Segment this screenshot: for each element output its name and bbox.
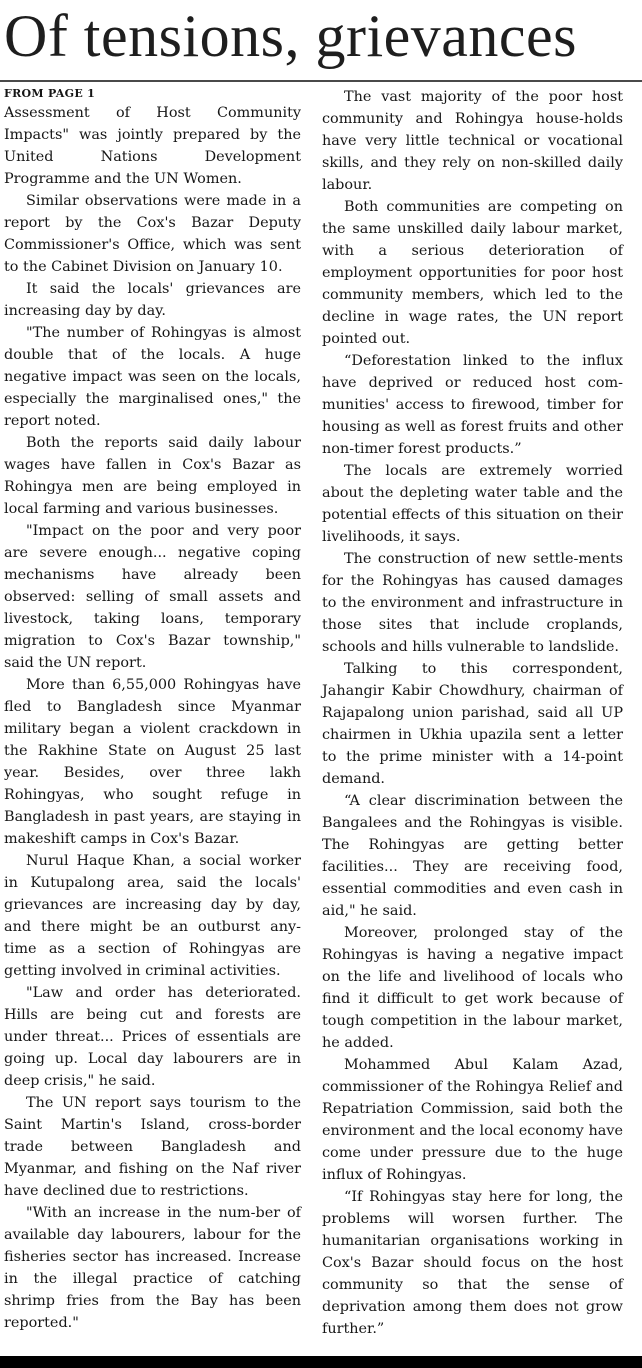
bottom-border xyxy=(0,1356,642,1368)
paragraph: Mohammed Abul Kalam Azad, commissioner of the Rohingya Relief and Repatriation Commission, said both the environment and the local economy have come under pressure due to the huge influx of Rohingyas. xyxy=(322,1057,623,1183)
left-column xyxy=(4,86,301,1334)
paragraph: The vast majority of the poor host community and Rohingya house-holds have very little technical or vocational skills, and they rely on non-skilled daily labour. xyxy=(322,89,623,193)
from-page-label: FROM PAGE 1 xyxy=(4,87,96,100)
headline: Of tensions, grievances xyxy=(4,3,578,69)
paragraph: It said the locals' grievances are increasing day by day. xyxy=(4,281,301,319)
headline-rule xyxy=(0,80,642,82)
paragraph: Both the reports said daily labour wages have fallen in Cox's Bazar as Rohingya men are being employed in local farming and various businesses. xyxy=(4,435,301,517)
paragraph: “If Rohingyas stay here for long, the problems will worsen further. The humanitarian organisations working in Cox's Bazar should focus on the host community so that the sense of deprivation among them does not grow further.” xyxy=(322,1189,623,1337)
paragraph: Similar observations were made in a report by the Cox's Bazar Deputy Commissioner's Office, which was sent to the Cabinet Division on January 10. xyxy=(4,193,301,275)
paragraph: "Impact on the poor and very poor are severe enough... negative coping mechanisms have already been observed: selling of small assets and livestock, taking loans, temporary migration to Cox's Bazar township," said the UN report. xyxy=(4,523,301,671)
paragraph: "With an increase in the num-ber of available day labourers, labour for the fisheries sector has increased. Increase in the illegal practice of catching shrimp fries from the Bay has been reported." xyxy=(4,1205,301,1331)
paragraph: "The number of Rohingyas is almost double that of the locals. A huge negative impact was seen on the locals, especially the marginalised ones," the report noted. xyxy=(4,325,301,429)
paragraph: "Law and order has deteriorated. Hills are being cut and forests are under threat... Prices of essentials are going up. Local day labourers are in deep crisis," he said. xyxy=(4,985,301,1089)
paragraph: The locals are extremely worried about the depleting water table and the potential effects of this situation on their livelihoods, it says. xyxy=(322,463,623,545)
paragraph: “A clear discrimination between the Bangalees and the Rohingyas is visible. The Rohingyas are getting better facilities... They are receiving food, essential commodities and even cash in aid," he said. xyxy=(322,793,623,919)
paragraph: More than 6,55,000 Rohingyas have fled to Bangladesh since Myanmar military began a violent crackdown in the Rakhine State on August 25 last year. Besides, over three lakh Rohingyas, who sought refuge in Bangladesh in past years, are staying in makeshift camps in Cox's Bazar. xyxy=(4,677,301,847)
paragraph: The construction of new settle-ments for the Rohingyas has caused damages to the environment and infrastructure in those sites that include croplands, schools and hills vulnerable to landslide. xyxy=(322,551,623,655)
paragraph: The UN report says tourism to the Saint Martin's Island, cross-border trade between Bangladesh and Myanmar, and fishing on the Naf river have declined due to restrictions. xyxy=(4,1095,301,1199)
paragraph: Both communities are competing on the same unskilled daily labour market, with a serious deterioration of employment opportunities for poor host community members, which led to the decline in wage rates, the UN report pointed out. xyxy=(322,199,623,347)
paragraph: Assessment of Host Community Impacts" was jointly prepared by the United Nations Development Programme and the UN Women. xyxy=(4,105,301,187)
right-column xyxy=(322,86,623,1340)
paragraph: Moreover, prolonged stay of the Rohingyas is having a negative impact on the life and livelihood of locals who find it difficult to get work because of tough competition in the labour market, he added. xyxy=(322,925,623,1051)
paragraph: Talking to this correspondent, Jahangir Kabir Chowdhury, chairman of Rajapalong union parishad, said all UP chairmen in Ukhia upazila sent a letter to the prime minister with a 14-point demand. xyxy=(322,661,623,787)
paragraph: Nurul Haque Khan, a social worker in Kutupalong area, said the locals' grievances are increasing day by day, and there might be an outburst any-time as a section of Rohingyas are getting involved in criminal activities. xyxy=(4,853,301,979)
paragraph: “Deforestation linked to the influx have deprived or reduced host com-munities' access to firewood, timber for housing as well as forest fruits and other non-timer forest products.” xyxy=(322,353,623,457)
